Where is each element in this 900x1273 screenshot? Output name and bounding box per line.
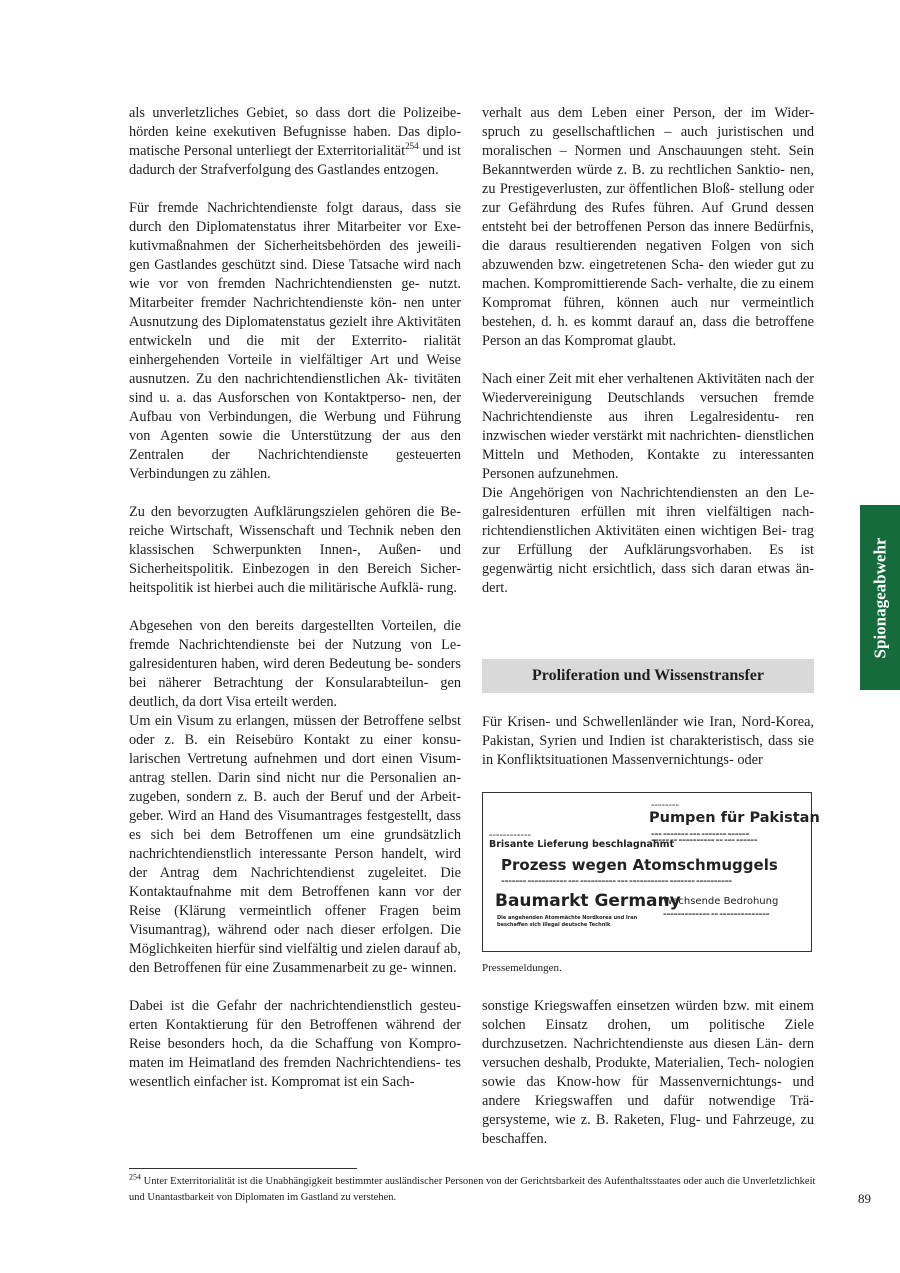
paragraph: Die Angehörigen von Nachrichtendiensten an den Le- galresidenturen erfüllen mit ihren vielfältigen nach- richtendienstlichen Aktivitäten einen wichtigen Bei- trag zur Erfüllung der Aufklärungsvorhaben. Es ist gegenwärtig nicht ersichtlich, dass sich daran etwas än- dert. [482,485,814,596]
paragraph [129,104,461,180]
paragraph: Zu den bevorzugten Aufklärungszielen gehören die Be- reiche Wirtschaft, Wissenschaft und Technik neben den klassischen Schwerpunkten Innen-, Außen- und Sicherheitspolitik. Einbezogen in den Bereich Sicher- heitspolitik ist hierbei auch die militärische Aufklä- rung. [129,504,461,596]
paragraph: verhalt aus dem Leben einer Person, der im Wider- spruch zu gesellschaftlichen – auch juristischen und moralischen – Normen und Anschauungen steht. Sein Bekanntwerden würde z. B. zu rechtlichen Sanktio- nen, zu Prestigeverlusten, zur öffentlichen Bloß- stellung oder zur Gefährdung des Rufes führen. Auf Grund dessen entsteht bei der betroffenen Person das innere Bedürfnis, die daraus resultierenden negativen Folgen von sich abzuwenden bzw. eingetretenen Scha- den wieder gut zu machen. Kompromittierende Sach- verhalte, die zu einem Kompromat führen, können auch nur vermeintlich bestehen, d. h. es kommt darauf an, dass die betroffene Person an das Kompromat glaubt. [482,105,814,349]
paragraph: Um ein Visum zu erlangen, müssen der Betroffene selbst oder z. B. ein Reisebüro Kontakt zu einer konsu- larischen Vertretung aufnehmen und dort einen Visum- antrag stellen. Darin sind nicht nur die Personalien an- zugeben, sondern z. B. auch der Beruf und der Arbeit- geber. Wird an Hand des Visumantrages festgestellt, dass es sich bei dem Betroffenen um eine grundsätzlich nachrichtendienstlich interessante Person handelt, wird der Antrag dem Nachrichtendienst zugeleitet. Die Kontaktaufnahme mit dem Betroffenen kann vor der Reise (Klärung vermeintlich offener Fragen beim Visumantrag), während oder nach dieser erfolgen. Die Möglichkeiten hierfür sind vielfältig und zielen darauf ab, den Betroffenen für eine Zusammenarbeit zu ge- winnen. [129,713,461,976]
chapter-side-tab[interactable] [860,505,900,690]
press-decoration: ▬▬▬ ▬▬▬▬▬▬▬ ▬▬▬ ▬▬▬▬▬▬▬ ▬▬▬▬▬▬ [651,831,750,836]
press-headline: Baumarkt Germany [495,891,681,911]
section-heading [482,659,814,693]
left-text-column [129,104,461,1092]
footnote-divider [129,1168,357,1169]
footnote-number: 254 [129,1172,141,1182]
text-span: als unverletzliches Gebiet, so dass dort die Polizeibe- hörden keine exekutiven Befugnisse haben. Das diplo- matische Personal unterliegt der Exterritorialität [129,105,461,159]
press-decoration: ▬▬▬▬▬▬▬ ▬▬▬▬▬▬▬▬▬▬▬ ▬▬▬ ▬▬▬▬▬▬▬▬▬▬ ▬▬▬ ▬▬▬▬▬▬▬▬▬▬▬ ▬▬▬▬▬▬▬ ▬▬▬▬▬▬▬▬▬▬ [501,878,732,883]
press-headline: Prozess wegen Atomschmuggels [501,856,778,874]
right-text-column [482,104,814,598]
press-headline: Brisante Lieferung beschlagnahmt [489,839,675,850]
press-decoration: ▬▬▬▬▬▬▬▬ [651,803,680,807]
footnote [129,1174,819,1206]
paragraph: Für fremde Nachrichtendienste folgt daraus, dass sie durch den Diplomatenstatus ihrer Mitarbeiter vor Exe- kutivmaßnahmen der Sicherheitsbehörden des jeweili- gen Gastlandes geschützt sind. Diese Tatsache wird nach wie vor von fremden Nachrichtendiensten ge- nutzt. Mitarbeiter fremder Nachrichtendienste kön- nen unter Ausnutzung des Diplomatenstatus gezielt ihre Aktivitäten entwickeln und die mit der Exterrito- rialität einhergehenden Vorteile in vielfältiger Art und Weise ausnutzen. Zu den nachrichtendienstlichen Ak- tivitäten sind u. a. das Ausforschen von Kontaktperso- nen, der Aufbau von Verbindungen, die Werbung und Führung von Agenten sowie die Unterstützung der aus den Zentralen der Nachrichtendienste gesteuerten Verbindungen zu zählen. [129,200,461,482]
image-caption: Pressemeldungen. [482,962,562,974]
paragraph: Nach einer Zeit mit eher verhaltenen Aktivitäten nach der Wiedervereinigung Deutschlands versuchen fremde Nachrichtendienste aus ihren Legalresidentu- ren inzwischen wieder verstärkt mit nachrichten- dienstlichen Mitteln und Methoden, Kontakte zu interessanten Personen aufzunehmen. [482,371,814,482]
section-heading-text: Proliferation und Wissenstransfer [531,667,764,684]
page-number: 89 [858,1191,871,1206]
press-subheadline: Die angehenden Atommächte Nordkorea und Iran beschaffen sich illegal deutsche Technik [497,915,638,928]
paragraph: sonstige Kriegswaffen einsetzen würden bzw. mit einem solchen Einsatz drohen, um politische Ziele durchzusetzen. Nachrichtendienste aus diesen Län- dern versuchen deshalb, Produkte, Materialien, Tech- nologien sowie das Know-how für Massenvernichtungs- und andere Kriegswaffen und dafür notwendige Trä- gersysteme, wie z. B. Raketen, Flug- und Fahrzeuge, zu beschaffen. [482,998,814,1147]
paragraph: Für Krisen- und Schwellenländer wie Iran, Nord-Korea, Pakistan, Syrien und Indien ist charakteristisch, dass sie in Konfliktsituationen Massenvernichtungs- oder [482,714,814,768]
press-decoration: ▬▬▬▬▬ ▬▬ ▬▬▬▬▬▬▬▬▬▬ ▬▬ ▬▬▬ ▬▬▬▬▬▬ [651,837,758,842]
press-decoration: ▬▬▬▬▬▬▬▬▬▬▬▬▬ ▬▬ ▬▬▬▬▬▬▬▬▬▬▬▬▬▬ [663,911,770,916]
press-headline: Wachsende Bedrohung [663,896,779,907]
press-clippings-image [482,792,820,952]
paragraph: Dabei ist die Gefahr der nachrichtendienstlich gesteu- erten Kontaktierung für den Betroffenen während der Reise besonders hoch, da die Schaffung von Kompro- maten im Heimatland des fremden Nachrichtendiens- tes wesentlich einfacher ist. Kompromat ist ein Sach- [129,998,461,1090]
footnote-text: Unter Exterritorialität ist die Unabhängigkeit bestimmter ausländischer Personen von der Gerichtsbarkeit des Aufenthaltsstaates oder auch die Unverletzlichkeit und Unantastbarkeit von Diplomaten im Gastland zu verstehen. [129,1176,816,1203]
footnote-reference[interactable]: 254 [405,141,419,152]
press-decoration: ▬▬▬▬▬▬▬▬▬▬▬▬ [489,833,532,837]
chapter-side-tab-label: Spionageabwehr [870,537,890,658]
paragraph: Abgesehen von den bereits dargestellten Vorteilen, die fremde Nachrichtendienste bei der Nutzung von Le- galresidenturen haben, wird deren Bedeutung be- sonders bei näherer Betrachtung der Konsularabteilun- gen deutlich, da dort Visa erteilt werden. [129,618,461,710]
press-headline: Pumpen für Pakistan [649,810,820,826]
text-span: und ist dadurch der Strafverfolgung des Gastlandes entzogen. [129,143,462,178]
